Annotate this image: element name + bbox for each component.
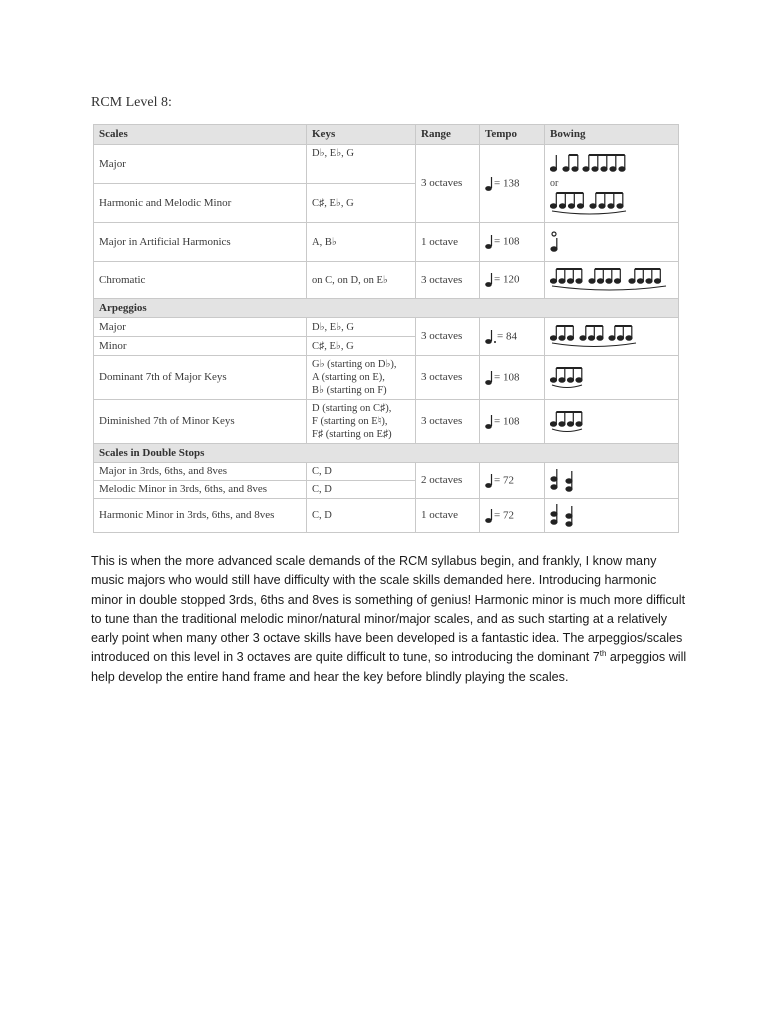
section-title: Arpeggios (94, 299, 679, 318)
quarter-note-icon (485, 414, 494, 430)
arpeggio-name: Diminished 7th of Minor Keys (94, 400, 307, 444)
bowing-or-text: or (550, 178, 559, 189)
scale-name: Chromatic (94, 262, 307, 299)
quarter-note-icon (485, 176, 494, 192)
arpeggio-name: Minor (94, 337, 307, 356)
tempo-value: = 72 (494, 474, 514, 487)
header-bowing: Bowing (545, 125, 679, 145)
double-stop-range: 1 octave (416, 499, 480, 533)
double-stop-bowing (545, 463, 679, 499)
quarter-note-icon (485, 234, 494, 250)
arpeggio-keys: D♭, E♭, G (307, 318, 416, 337)
quarter-note-icon (485, 508, 494, 524)
table-row (94, 145, 679, 184)
dotted-quarter-note-icon (485, 329, 497, 345)
page-heading: RCM Level 8: (91, 95, 172, 110)
scale-tempo (480, 262, 545, 299)
scale-bowing (545, 223, 679, 262)
double-stop-name: Harmonic Minor in 3rds, 6ths, and 8ves (94, 499, 307, 533)
table-row (94, 262, 679, 299)
section-row-arpeggios (94, 299, 679, 318)
table-row (94, 223, 679, 262)
arpeggio-tempo (480, 318, 545, 356)
arpeggio-tempo (480, 356, 545, 400)
quarter-note-icon (485, 272, 494, 288)
tempo-value: = 108 (494, 415, 520, 428)
arpeggio-tempo (480, 400, 545, 444)
scale-bowing (545, 145, 679, 223)
bowing-chromatic-icon (550, 267, 672, 293)
double-stop-name: Major in 3rds, 6ths, and 8ves (94, 463, 307, 481)
section-row-double-stops (94, 444, 679, 463)
double-stop-name: Melodic Minor in 3rds, 6ths, and 8ves (94, 481, 307, 499)
scale-name: Major (94, 145, 307, 184)
key-line: B♭ (starting on F) (312, 385, 387, 396)
scale-range: 3 octaves (416, 262, 480, 299)
double-stop-keys: C, D (307, 463, 416, 481)
table-row (94, 463, 679, 481)
key-line: A (starting on E), (312, 372, 385, 383)
header-row (94, 125, 679, 145)
header-range: Range (416, 125, 480, 145)
header-keys: Keys (307, 125, 416, 145)
bowing-triplets-icon (550, 324, 642, 350)
bowing-four-notes-icon (550, 366, 584, 390)
scale-tempo (480, 223, 545, 262)
arpeggio-bowing (545, 400, 679, 444)
paragraph-part-1: This is when the more advanced scale demands of the RCM syllabus begin, and frankly, I know many music majors who would still have difficulty with the scale skills demanded here. Introducing harmonic minor in double stopped 3rds, 6ths and 8ves is something of genius! Harmonic minor is much more difficult to tune than the traditional melodic minor/natural minor/major scales, and as such starting at a relatively early point when many other 3 octave skills have been developed is a fantastic idea. The arpeggios/scales introduced on this level in 3 octaves are quite difficult to tune, so introducing the dominant 7 (91, 554, 686, 665)
body-paragraph (91, 552, 691, 687)
key-line: F (starting on E♮), (312, 416, 388, 427)
bowing-rhythm-a-icon (550, 151, 628, 175)
tempo-value: = 84 (497, 330, 517, 343)
arpeggio-name: Dominant 7th of Major Keys (94, 356, 307, 400)
bowing-double-stop-icon (550, 468, 578, 494)
rcm-level-8-table (93, 124, 679, 533)
arpeggio-name: Major (94, 318, 307, 337)
tempo-value: = 108 (494, 371, 520, 384)
arpeggio-range: 3 octaves (416, 318, 480, 356)
double-stop-tempo (480, 463, 545, 499)
double-stop-range: 2 octaves (416, 463, 480, 499)
harmonic-note-icon (550, 229, 562, 255)
tempo-value: = 120 (494, 273, 520, 286)
scale-bowing (545, 262, 679, 299)
arpeggio-keys (307, 400, 416, 444)
key-line: D (starting on C♯), (312, 403, 392, 414)
tempo-value: = 72 (494, 509, 514, 522)
double-stop-tempo (480, 499, 545, 533)
bowing-double-stop-icon (550, 503, 578, 529)
scale-keys: C♯, E♭, G (307, 184, 416, 223)
double-stop-keys: C, D (307, 481, 416, 499)
quarter-note-icon (485, 473, 494, 489)
table-row (94, 499, 679, 533)
quarter-note-icon (485, 370, 494, 386)
paragraph-text (91, 552, 691, 687)
bowing-four-notes-icon (550, 410, 584, 434)
scale-keys: A, B♭ (307, 223, 416, 262)
scale-range: 3 octaves (416, 145, 480, 223)
bowing-rhythm-b-icon (550, 192, 630, 216)
arpeggio-range: 3 octaves (416, 400, 480, 444)
scale-name: Major in Artificial Harmonics (94, 223, 307, 262)
header-scales: Scales (94, 125, 307, 145)
section-title: Scales in Double Stops (94, 444, 679, 463)
tempo-value: = 108 (494, 235, 520, 248)
table-row (94, 318, 679, 337)
superscript-th: th (599, 649, 607, 659)
header-tempo: Tempo (480, 125, 545, 145)
double-stop-keys: C, D (307, 499, 416, 533)
arpeggio-bowing (545, 318, 679, 356)
arpeggio-keys: C♯, E♭, G (307, 337, 416, 356)
key-line: G♭ (starting on D♭), (312, 359, 397, 370)
scale-keys: on C, on D, on E♭ (307, 262, 416, 299)
arpeggio-range: 3 octaves (416, 356, 480, 400)
scale-keys: D♭, E♭, G (307, 145, 416, 184)
scale-name: Harmonic and Melodic Minor (94, 184, 307, 223)
double-stop-bowing (545, 499, 679, 533)
scale-tempo (480, 145, 545, 223)
arpeggio-bowing (545, 356, 679, 400)
paragraph-part-2: arpeggios will help develop the entire hand frame and hear the key before blindly playing the scales. (91, 650, 687, 684)
tempo-value: = 138 (494, 177, 520, 190)
scale-range: 1 octave (416, 223, 480, 262)
arpeggio-keys (307, 356, 416, 400)
key-line: F♯ (starting on E♯) (312, 429, 392, 440)
table-row (94, 356, 679, 400)
table-row (94, 400, 679, 444)
